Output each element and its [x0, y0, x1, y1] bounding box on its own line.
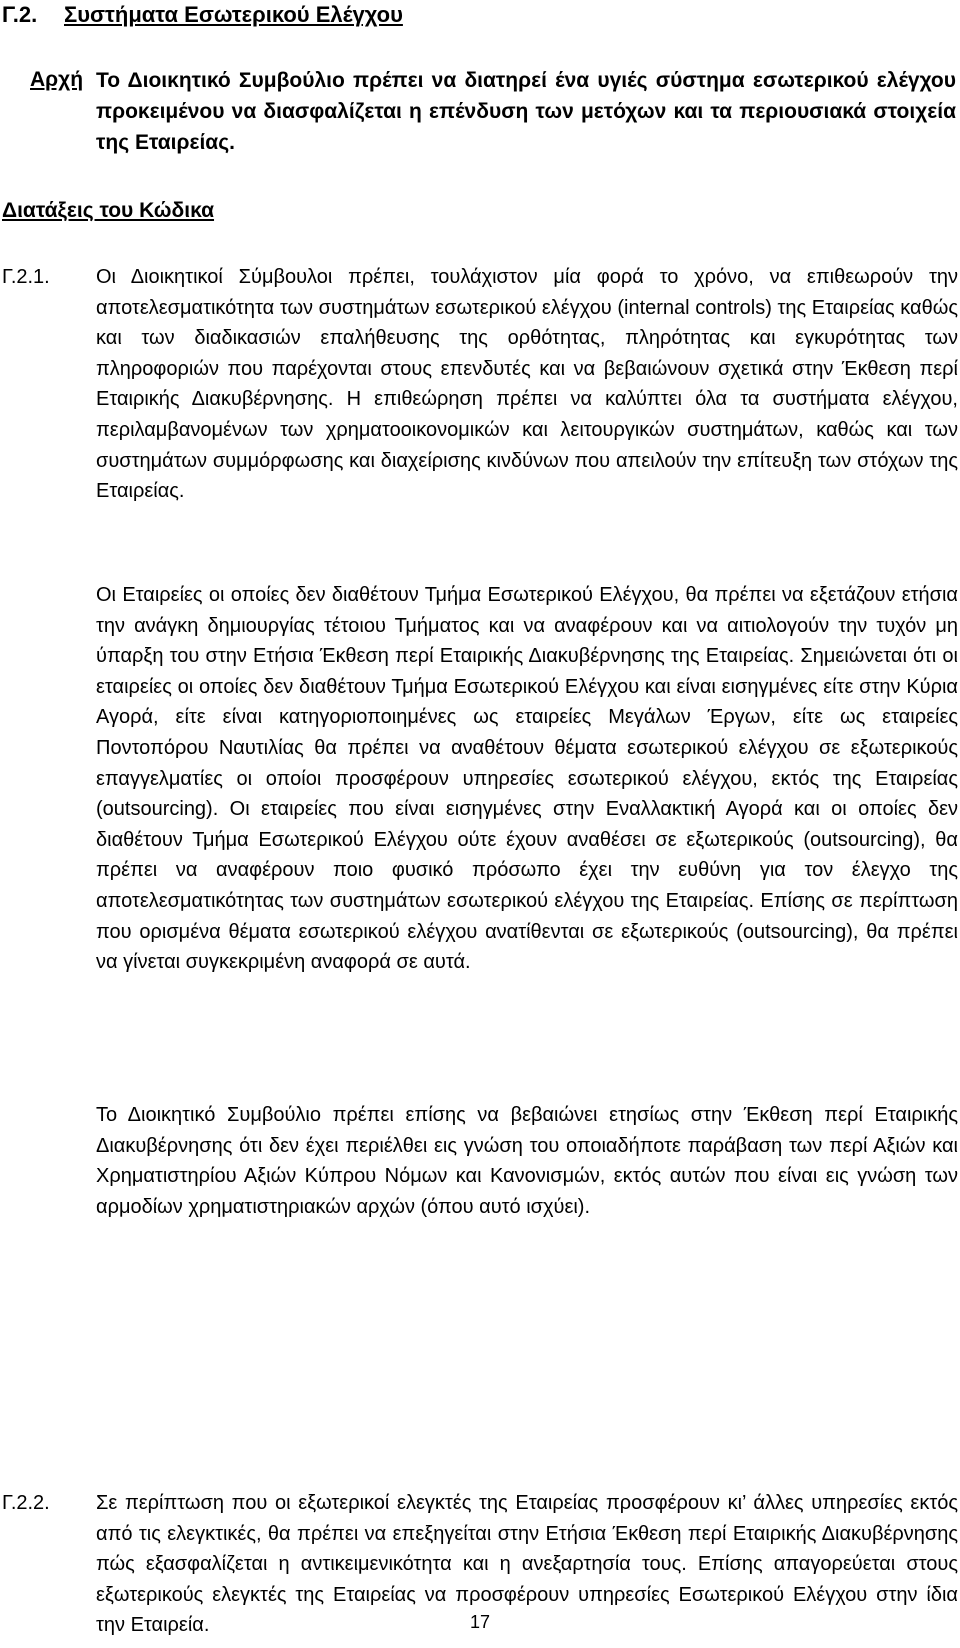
clause-paragraph: Οι Εταιρείες οι οποίες δεν διαθέτουν Τμήμα Εσωτερικού Ελέγχου, θα πρέπει να εξετάζουν ετήσια την ανάγκη δημιουργίας τέτοιου Τμήματος και να αναφέρουν και να αιτιολογούν την τυχόν μη ύπαρξη του στην Ετήσια Έκθεση περί Εταιρικής Διακυβέρνησης της Εταιρείας. Σημειώνεται ότι οι εταιρείες οι οποίες δεν διαθέτουν Τμήμα Εσωτερικού Ελέγχου και είναι εισηγμένες είτε στην Κύρια Αγορά, είτε είναι κατηγοριοποιημένες ως εταιρείες Μεγάλων Έργων, είτε ως εταιρείες Ποντοπόρου Ναυτιλίας θα πρέπει να αναθέτουν θέματα εσωτερικού ελέγχου σε εξωτερικούς επαγγελματίες οι οποίοι προσφέρουν υπηρεσίες εσωτερικού ελέγχου, εκτός της Εταιρείας (outsourcing). Οι εταιρείες που είναι εισηγμένες στην Εναλλακτική Αγορά και οι οποίες δεν διαθέτουν Τμήμα Εσωτερικού Ελέγχου ούτε έχουν αναθέσει σε εξωτερικούς (outsourcing), θα πρέπει να αναφέρουν ποιο φυσικό πρόσωπο έχει την ευθύνη για τον έλεγχο της αποτελεσματικότητας των συστημάτων εσωτερικού ελέγχου της Εταιρείας. Επίσης σε περίπτωση που ορισμένα θέματα εσωτερικού ελέγχου ανατίθενται σε εξωτερικούς (outsourcing), θα πρέπει να γίνεται συγκεκριμένη αναφορά σε αυτά.	[96, 584, 958, 974]
clause-number: Γ.2.2.	[2, 1492, 50, 1514]
clause-paragraph: Το Διοικητικό Συμβούλιο πρέπει επίσης να βεβαιώνει ετησίως στην Έκθεση περί Εταιρικής Διακυβέρνησης ότι δεν έχει περιέλθει εις γνώση του οποιαδήποτε παράβαση των περί Αξιών και Χρηματιστηρίου Αξιών Κύπρου Νόμων και Κανονισμών, εκτός αυτών που είναι εις γνώση των αρμοδίων χρηματιστηριακών αρχών (όπου αυτό ισχύει).	[96, 1104, 958, 1218]
section-number: Γ.2.	[2, 2, 38, 27]
clause-paragraph: Οι Διοικητικοί Σύμβουλοι πρέπει, τουλάχιστον μία φορά το χρόνο, να επιθεωρούν την αποτελεσματικότητα των συστημάτων εσωτερικού ελέγχου (internal controls) της Εταιρείας καθώς και των διαδικασιών επαλήθευσης της ορθότητας, πληρότητας και εγκυρότητας των πληροφοριών που παρέχονται στους επενδυτές και να βεβαιώνουν σχετικά στην Έκθεση περί Εταιρικής Διακυβέρνησης. Η επιθεώρηση πρέπει να καλύπτει όλα τα συστήματα ελέγχου, περιλαμβανομένων των χρηματοοικονομικών και λειτουργικών συστημάτων, καθώς και των συστημάτων συμμόρφωσης και διαχείρισης κινδύνων που απειλούν την επίτευξη των στόχων της Εταιρείας.	[96, 266, 958, 503]
provisions-heading: Διατάξεις του Κώδικα	[2, 199, 215, 222]
principle-label: Αρχή	[30, 68, 84, 91]
section-heading	[2, 0, 403, 30]
principle-text: Το Διοικητικό Συμβούλιο πρέπει να διατηρεί ένα υγιές σύστημα εσωτερικού ελέγχου προκειμένου να διασφαλίζεται η επένδυση των μετόχων και τα περιουσιακά στοιχεία της Εταιρείας.	[96, 69, 956, 154]
section-title: Συστήματα Εσωτερικού Ελέγχου	[64, 2, 403, 27]
clause-paragraph: Σε περίπτωση που οι εξωτερικοί ελεγκτές της Εταιρείας προσφέρουν κι’ άλλες υπηρεσίες εκτός από τις ελεγκτικές, θα πρέπει να επεξηγείται στην Ετήσια Έκθεση περί Εταιρικής Διακυβέρνησης πώς εξασφαλίζεται η αντικειμενικότητα και η ανεξαρτησία τους. Επίσης απαγορεύεται στους εξωτερικούς ελεγκτές της Εταιρείας να προσφέρουν υπηρεσίες Εσωτερικού Ελέγχου στην ίδια την Εταιρεία.	[96, 1492, 958, 1637]
page-number: 17	[469, 1612, 491, 1632]
clause-number: Γ.2.1.	[2, 266, 50, 288]
